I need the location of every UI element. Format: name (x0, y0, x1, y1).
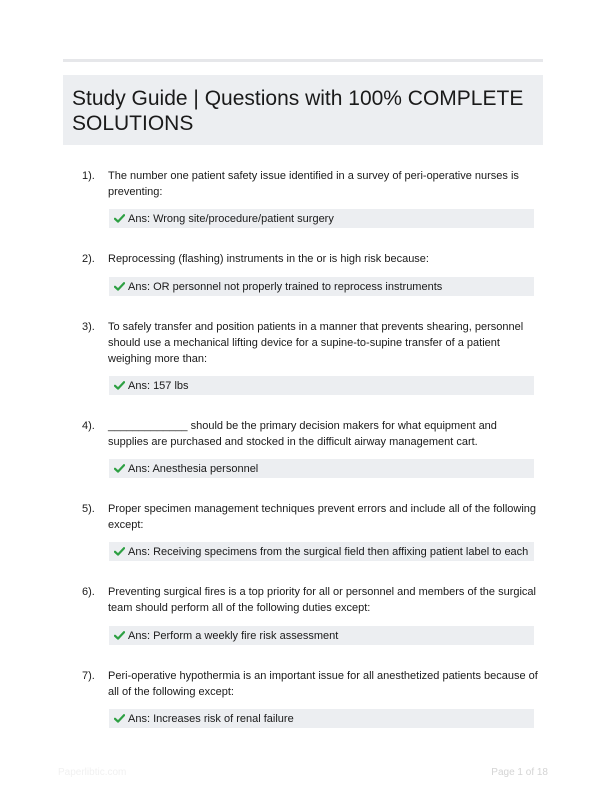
answer-box (109, 277, 534, 296)
question-number: 5). (82, 503, 95, 515)
check-icon (114, 463, 125, 474)
answer-text: Ans: Perform a weekly fire risk assessment (128, 629, 339, 642)
question-number: 7). (82, 670, 95, 682)
question-text: Preventing surgical fires is a top priority for all or personnel and members of the surgical team should perform all of the following duties except: (108, 586, 536, 614)
question-text: _____________ should be the primary decision makers for what equipment and supplies are purchased and stocked in the difficult airway management cart. (108, 420, 497, 448)
title-banner (63, 75, 543, 145)
question-text: To safely transfer and position patients in a manner that prevents shearing, personnel should use a mechanical lifting device for a supine-to-supine transfer of a patient weighing more than: (108, 321, 524, 365)
check-icon (114, 546, 125, 557)
answer-box (109, 459, 534, 478)
answer-text: Ans: 157 lbs (128, 379, 189, 392)
answer-text: Ans: Increases risk of renal failure (128, 712, 294, 725)
question-number: 1). (82, 170, 95, 182)
footer-watermark: Paperlibtic.com (58, 767, 127, 778)
answer-box (109, 542, 534, 561)
check-icon (114, 213, 125, 224)
question-text: The number one patient safety issue identified in a survey of peri-operative nurses is preventing: (108, 170, 519, 198)
answer-box (109, 376, 534, 395)
answer-box (109, 209, 534, 228)
answer-text: Ans: Receiving specimens from the surgical field then affixing patient label to each (128, 545, 529, 558)
check-icon (114, 281, 125, 292)
check-icon (114, 713, 125, 724)
top-divider (63, 59, 543, 62)
question-number: 3). (82, 321, 95, 333)
question-number: 6). (82, 586, 95, 598)
check-icon (114, 630, 125, 641)
page-number: Page 1 of 18 (491, 767, 548, 778)
answer-text: Ans: OR personnel not properly trained to reprocess instruments (128, 280, 443, 293)
question-text: Peri-operative hypothermia is an important issue for all anesthetized patients because of all of the following except: (108, 670, 538, 698)
page-title: Study Guide | Questions with 100% COMPLETE SOLUTIONS (72, 87, 524, 135)
question-text: Proper specimen management techniques prevent errors and include all of the following except: (108, 503, 537, 531)
check-icon (114, 380, 125, 391)
question-number: 2). (82, 253, 95, 265)
answer-text: Ans: Anesthesia personnel (128, 462, 259, 475)
answer-box (109, 626, 534, 645)
answer-text: Ans: Wrong site/procedure/patient surgery (128, 212, 334, 225)
question-text: Reprocessing (flashing) instruments in the or is high risk because: (108, 253, 429, 265)
answer-box (109, 709, 534, 728)
question-number: 4). (82, 420, 95, 432)
